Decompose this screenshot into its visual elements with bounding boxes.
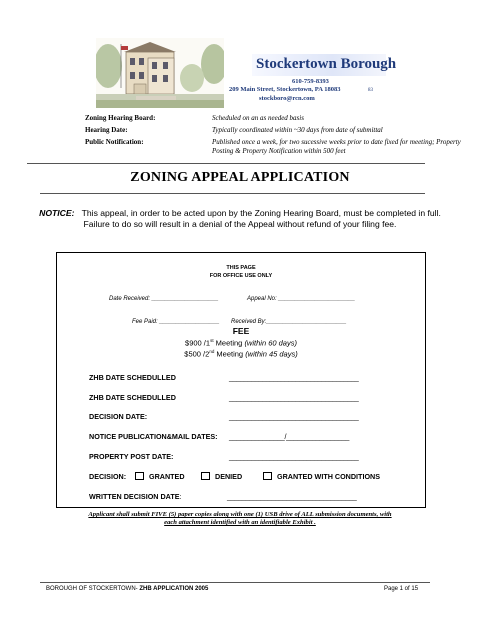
- divider: [40, 193, 425, 194]
- submission-note-line: each attachment identified with an identifiable Exhibit .: [164, 519, 316, 526]
- info-label: Hearing Date:: [85, 126, 128, 134]
- fee-line-first-meeting: [57, 338, 425, 348]
- fee-note: (within 45 days): [245, 349, 298, 359]
- fee-line-second-meeting: [57, 349, 425, 359]
- written-decision-date-input[interactable]: ___________________________________: [227, 492, 357, 501]
- property-post-label: PROPERTY POST DATE:: [89, 452, 174, 461]
- notice-label: NOTICE:: [39, 208, 75, 218]
- ordinal: nd: [209, 349, 215, 354]
- page-number: Page 1 of 15: [384, 586, 419, 592]
- zhb-date-label: ZHB DATE SCHEDULLED: [89, 393, 176, 402]
- office-use-box: [56, 252, 426, 508]
- info-label: Public Notification:: [85, 138, 144, 146]
- fee-meeting: Meeting: [213, 338, 245, 348]
- fee-note: (within 60 days): [244, 338, 297, 348]
- denied-option-label: DENIED: [215, 472, 243, 481]
- ordinal: st: [210, 338, 214, 343]
- fee-amount: $500 /2: [184, 349, 210, 359]
- org-name: Stockertown Borough: [256, 56, 397, 72]
- letterhead: [96, 38, 397, 108]
- denied-checkbox[interactable]: [201, 472, 210, 480]
- org-phone: 610-759-8393: [292, 78, 329, 85]
- footer-org: BOROUGH OF STOCKERTOWN-: [46, 586, 140, 592]
- granted-checkbox[interactable]: [135, 472, 144, 480]
- page-title: ZONING APPEAL APPLICATION: [130, 170, 350, 185]
- notice-text: This appeal, in order to be acted upon by the Zoning Hearing Board, must be completed in full. Failure to do so will result in a denial of the Appeal without refund of your filing fee.: [81, 208, 441, 229]
- org-code: 83: [368, 88, 373, 93]
- written-decision-text: WRITTEN DECISION DATE: [89, 492, 180, 501]
- property-post-input[interactable]: ___________________________________: [229, 452, 359, 461]
- office-header: FOR OFFICE USE ONLY: [209, 273, 273, 279]
- footer-doc-name: ZHB APPLICATION 2005: [139, 586, 209, 592]
- fee-paid-field[interactable]: Fee Paid: __________________: [132, 319, 220, 325]
- info-value: Scheduled on an as needed basis: [212, 114, 304, 122]
- received-by-field[interactable]: Received By:________________________: [231, 319, 347, 325]
- info-label: Zoning Hearing Board:: [85, 114, 156, 122]
- written-decision-date-label: [89, 492, 182, 501]
- info-value: Typically coordinated within ~30 days from date of submittal: [212, 126, 383, 134]
- submission-note-line: Applicant shall submit FIVE (5) paper copies along with one (1) USB drive of ALL submission documents, with: [88, 511, 392, 518]
- borough-hall-illustration: [96, 38, 224, 108]
- info-value: Published once a week, for two sucessive weeks prior to date fixed for meeting; Property Posting & Property Notification within 500 feet: [212, 138, 461, 155]
- org-email: stockboro@rcn.com: [259, 95, 315, 102]
- notice-publication-label: NOTICE PUBLICATION&MAIL DATES:: [89, 432, 218, 441]
- appeal-no-field[interactable]: Appeal No: _______________________: [247, 296, 356, 302]
- fee-meeting: Meeting: [214, 349, 246, 359]
- date-received-field[interactable]: Date Received: ____________________: [109, 296, 219, 302]
- zhb-date-input[interactable]: ___________________________________: [229, 373, 359, 382]
- decision-date-label: DECISION DATE:: [89, 412, 148, 421]
- fee-amount: $900 /1: [185, 338, 211, 348]
- divider: [27, 163, 425, 164]
- granted-with-conditions-option-label: GRANTED WITH CONDITIONS: [277, 472, 381, 481]
- colon: :: [179, 492, 182, 501]
- org-address: 209 Main Street, Stockertown, PA 18083: [229, 86, 341, 93]
- zhb-date-label: ZHB DATE SCHEDULLED: [89, 373, 176, 382]
- footer-divider: [40, 582, 430, 583]
- zhb-date-input[interactable]: ___________________________________: [229, 393, 359, 402]
- notice-publication-input[interactable]: _______________/_________________: [229, 432, 350, 441]
- granted-option-label: GRANTED: [149, 472, 185, 481]
- footer-left: [46, 586, 208, 592]
- notice: [30, 208, 450, 230]
- decision-date-input[interactable]: ___________________________________: [229, 412, 359, 421]
- fee-heading: FEE: [232, 326, 250, 336]
- office-header: THIS PAGE: [226, 265, 256, 271]
- submission-note: [40, 511, 440, 527]
- decision-label: DECISION:: [89, 472, 127, 481]
- granted-with-conditions-checkbox[interactable]: [263, 472, 272, 480]
